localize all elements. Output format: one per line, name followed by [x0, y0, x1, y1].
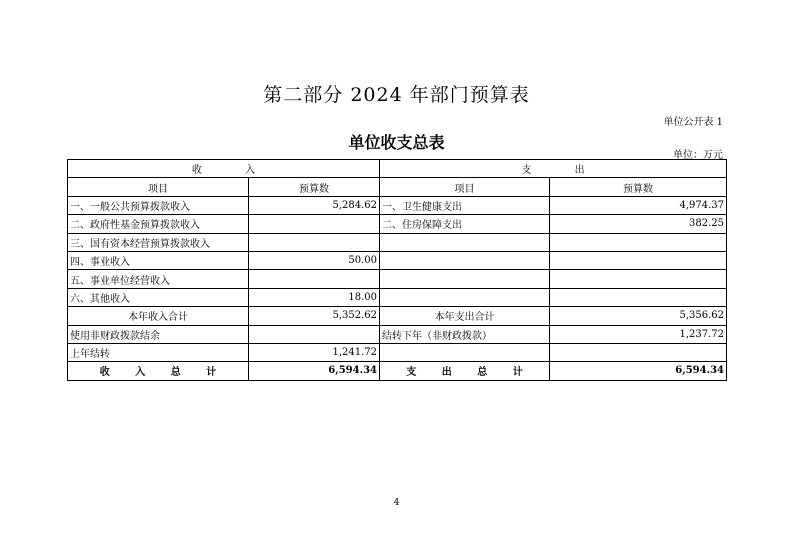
table-row: [68, 251, 727, 269]
total-row: [68, 362, 727, 380]
income-value: [249, 270, 380, 288]
income-value: 1,241.72: [249, 343, 380, 361]
expense-value: [550, 251, 727, 269]
page-number: 4: [393, 498, 400, 508]
income-subtotal-label: 本年收入合计: [68, 307, 249, 325]
expense-total-label: 支 出 总 计: [380, 362, 550, 380]
expense-total-value: 6,594.34: [550, 362, 727, 380]
budget-table: [67, 159, 727, 381]
income-value: 5,284.62: [249, 196, 380, 214]
expense-item: [380, 270, 550, 288]
expense-item: 结转下年（非财政拨款）: [380, 325, 550, 343]
expense-value: 1,237.72: [550, 325, 727, 343]
expense-item: [380, 288, 550, 306]
table-row: [68, 270, 727, 288]
table-title: 单位收支总表: [348, 133, 445, 152]
expense-value: [550, 270, 727, 288]
expense-subtotal-label: 本年支出合计: [380, 307, 550, 325]
table-row: [68, 196, 727, 214]
expense-value: [550, 343, 727, 361]
expense-value: 4,974.37: [550, 196, 727, 214]
expense-item: [380, 251, 550, 269]
expense-subtotal-value: 5,356.62: [550, 307, 727, 325]
income-value: [249, 215, 380, 233]
income-item: 一、一般公共预算拨款收入: [68, 196, 249, 214]
expense-value: 382.25: [550, 215, 727, 233]
part-title: 第二部分 2024 年部门预算表: [263, 84, 530, 106]
income-value: [249, 233, 380, 251]
income-value: 18.00: [249, 288, 380, 306]
income-item-header: 项目: [68, 178, 249, 196]
income-value: 50.00: [249, 251, 380, 269]
income-item: 三、国有资本经营预算拨款收入: [68, 233, 249, 251]
section-header-row: [68, 160, 727, 178]
unit-label: 单位：万元: [673, 150, 723, 161]
income-section-header: 收 入: [68, 160, 380, 178]
subtotal-row: [68, 307, 727, 325]
expense-value: [550, 288, 727, 306]
table-row: [68, 325, 727, 343]
expense-item: 一、卫生健康支出: [380, 196, 550, 214]
expense-item-header: 项目: [380, 178, 550, 196]
income-item: 二、政府性基金预算拨款收入: [68, 215, 249, 233]
table-number: 单位公开表 1: [663, 117, 723, 128]
table-row: [68, 215, 727, 233]
table-row: [68, 233, 727, 251]
income-total-label: 收 入 总 计: [68, 362, 249, 380]
income-item: 六、其他收入: [68, 288, 249, 306]
income-value: [249, 325, 380, 343]
income-item: 使用非财政拨款结余: [68, 325, 249, 343]
expense-budget-header: 预算数: [550, 178, 727, 196]
expense-item: [380, 343, 550, 361]
expense-section-header: 支 出: [380, 160, 727, 178]
income-total-value: 6,594.34: [249, 362, 380, 380]
column-header-row: [68, 178, 727, 196]
income-subtotal-value: 5,352.62: [249, 307, 380, 325]
expense-value: [550, 233, 727, 251]
expense-item: 二、住房保障支出: [380, 215, 550, 233]
income-item: 上年结转: [68, 343, 249, 361]
income-budget-header: 预算数: [249, 178, 380, 196]
table-row: [68, 288, 727, 306]
income-item: 五、事业单位经营收入: [68, 270, 249, 288]
expense-item: [380, 233, 550, 251]
table-row: [68, 343, 727, 361]
income-item: 四、事业收入: [68, 251, 249, 269]
